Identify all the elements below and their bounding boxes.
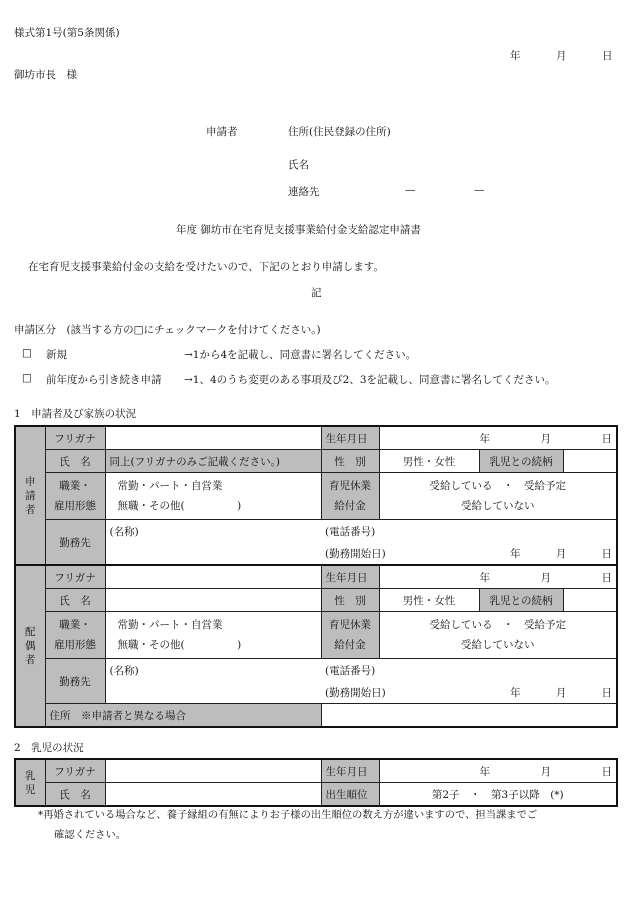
- spouse-birth-field[interactable]: 年 月 日: [379, 565, 617, 589]
- spouse-job-label: 職業・ 雇用形態: [45, 612, 105, 659]
- spouse-furigana-label: フリガナ: [45, 565, 105, 589]
- name-label: 氏名: [288, 159, 309, 171]
- infant-birth-label: 生年月日: [321, 759, 379, 783]
- infant-name-field[interactable]: [105, 783, 321, 807]
- section2-title: 2 乳児の状況: [14, 742, 84, 754]
- spouse-address-field[interactable]: [321, 704, 617, 728]
- applicant-birth-label: 生年月日: [321, 426, 379, 450]
- applicant-leave-label: 育児休業 給付金: [321, 473, 379, 520]
- continue-checkbox[interactable]: □: [22, 372, 32, 384]
- applicant-workplace-phone[interactable]: (電話番号): [321, 520, 617, 543]
- ki-label: 記: [311, 287, 322, 299]
- applicant-label: 申請者: [206, 126, 238, 138]
- applicant-leave-field[interactable]: 受給している ・ 受給予定 受給していない: [379, 473, 617, 520]
- spouse-leave-field[interactable]: 受給している ・ 受給予定 受給していない: [379, 612, 617, 659]
- footnote-line-2: 確認ください。: [54, 829, 127, 841]
- document-title: 年度 御坊市在宅育児支援事業給付金支給認定申請書: [176, 224, 421, 236]
- footnote-line-1: *再婚されている場合など、養子縁組の有無によりお子様の出生順位の数え方が違いますので、担当課までご: [38, 809, 538, 821]
- spouse-furigana-field[interactable]: [105, 565, 321, 589]
- applicant-birth-field[interactable]: 年 月 日: [379, 426, 617, 450]
- applicant-relation-label: 乳児との続柄: [479, 450, 563, 473]
- intro-text: 在宅育児支援事業給付金の支給を受けたいので、下記のとおり申請します。: [28, 261, 384, 273]
- continue-label: 前年度から引き続き申請: [46, 374, 162, 386]
- spouse-birth-label: 生年月日: [321, 565, 379, 589]
- infant-order-field[interactable]: 第2子 ・ 第3子以降 (*): [379, 783, 617, 807]
- infant-name-label: 氏 名: [45, 783, 105, 807]
- spouse-workplace-start[interactable]: (勤務開始日) 年 月 日: [321, 681, 617, 704]
- spouse-name-field[interactable]: [105, 589, 321, 612]
- spouse-relation-label: 乳児との続柄: [479, 589, 563, 612]
- contact-separator: —: [474, 184, 485, 196]
- category-label: 申請区分 (該当する方の□にチェックマークを付けてください。): [14, 324, 321, 336]
- spouse-workplace-label: 勤務先: [45, 659, 105, 704]
- applicant-furigana-field[interactable]: [105, 426, 321, 450]
- spouse-relation-field[interactable]: [563, 589, 617, 612]
- infant-table: [14, 758, 618, 807]
- applicant-group-label: 申 請 者: [15, 426, 45, 565]
- form-number: 様式第1号(第5条関係): [14, 27, 120, 39]
- applicant-job-label: 職業・ 雇用形態: [45, 473, 105, 520]
- spouse-name-label: 氏 名: [45, 589, 105, 612]
- spouse-leave-label: 育児休業 給付金: [321, 612, 379, 659]
- date-year: 年: [510, 50, 521, 62]
- date-day: 日: [602, 50, 613, 62]
- new-checkbox[interactable]: □: [22, 347, 32, 359]
- contact-separator: —: [405, 184, 416, 196]
- infant-group-label: 乳 児: [15, 759, 45, 806]
- section1-title: 1 申請者及び家族の状況: [14, 408, 137, 420]
- infant-furigana-label: フリガナ: [45, 759, 105, 783]
- applicant-workplace-name[interactable]: (名称): [105, 520, 321, 566]
- address-label: 住所(住民登録の住所): [288, 126, 391, 138]
- applicant-job-field[interactable]: 常勤・パート・自営業 無職・その他( ): [105, 473, 321, 520]
- applicant-workplace-label: 勤務先: [45, 520, 105, 566]
- applicant-name-label: 氏 名: [45, 450, 105, 473]
- family-table: [14, 425, 618, 728]
- infant-furigana-field[interactable]: [105, 759, 321, 783]
- applicant-relation-field[interactable]: [563, 450, 617, 473]
- infant-birth-field[interactable]: 年 月 日: [379, 759, 617, 783]
- applicant-workplace-start[interactable]: (勤務開始日) 年 月 日: [321, 542, 617, 565]
- date-month: 月: [556, 50, 567, 62]
- applicant-furigana-label: フリガナ: [45, 426, 105, 450]
- continue-note: →1、4のうち変更のある事項及び2、3を記載し、同意書に署名してください。: [184, 374, 556, 386]
- applicant-name-field[interactable]: 同上(フリガナのみご記載ください。): [105, 450, 321, 473]
- spouse-workplace-name[interactable]: (名称): [105, 659, 321, 704]
- addressee: 御坊市長 様: [14, 69, 77, 81]
- contact-label: 連絡先: [288, 186, 320, 198]
- infant-order-label: 出生順位: [321, 783, 379, 807]
- new-label: 新規: [46, 349, 67, 361]
- spouse-address-label: 住所 ※申請者と異なる場合: [45, 704, 321, 728]
- spouse-sex-field[interactable]: 男性・女性: [379, 589, 479, 612]
- spouse-job-field[interactable]: 常勤・パート・自営業 無職・その他( ): [105, 612, 321, 659]
- spouse-workplace-phone[interactable]: (電話番号): [321, 659, 617, 682]
- spouse-sex-label: 性 別: [321, 589, 379, 612]
- spouse-group-label: 配 偶 者: [15, 565, 45, 727]
- applicant-sex-label: 性 別: [321, 450, 379, 473]
- applicant-sex-field[interactable]: 男性・女性: [379, 450, 479, 473]
- new-note: →1から4を記載し、同意書に署名してください。: [184, 349, 417, 361]
